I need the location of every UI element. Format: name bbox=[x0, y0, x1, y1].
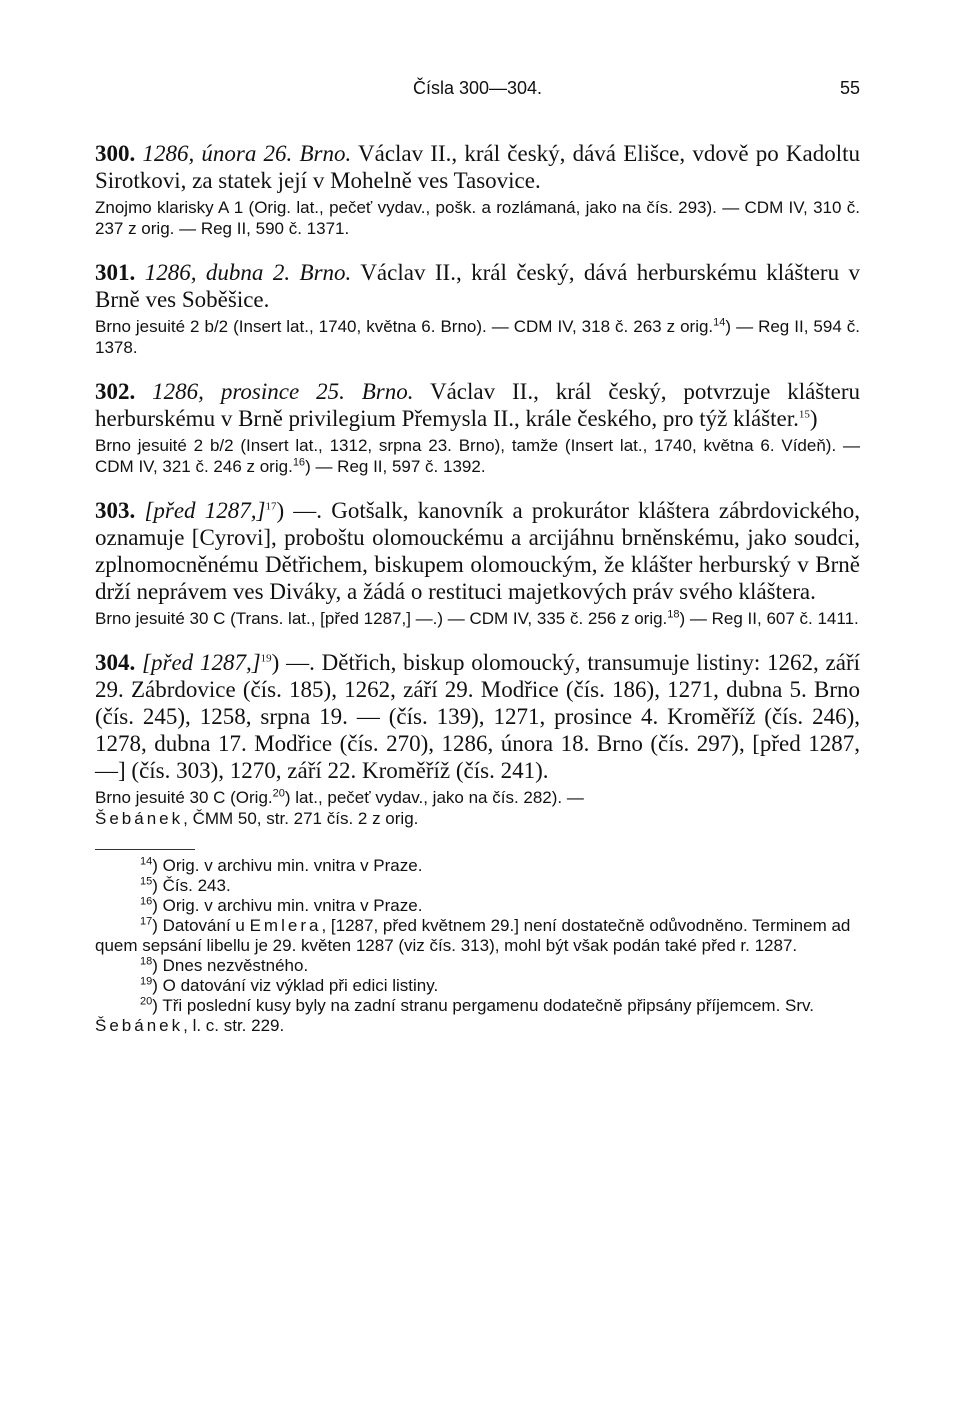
running-header bbox=[95, 78, 860, 108]
footnote-ref: 18 bbox=[667, 608, 680, 621]
entry-summary: Václav II., král český, potvrzuje klášteru herburskému v Brně privilegium Přemysla II., krále českého, pro týž klášter. bbox=[95, 379, 860, 431]
footnote-text: ) Orig. v archivu min. vnitra v Praze. bbox=[152, 856, 423, 875]
entry-summary: ) bbox=[809, 406, 818, 431]
regest-entry-301 bbox=[95, 259, 860, 358]
footnote-18 bbox=[95, 956, 860, 976]
entry-date-place: 1286, dubna 2. Brno. bbox=[144, 260, 352, 285]
entry-date-place: [před 1287,] bbox=[144, 498, 266, 523]
entry-source-text: Brno jesuité 2 b/2 (Insert lat., 1312, srpna 23. Brno), tamže (Insert lat., 1740, května 6. Vídeň). — CDM IV, 321 č. 246 z orig. bbox=[95, 436, 860, 476]
document-page bbox=[95, 78, 860, 1036]
footnote-ref: 16 bbox=[292, 456, 306, 469]
entry-source-text: Brno jesuité 30 C (Trans. lat., [před 1287,] —.) — CDM IV, 335 č. 256 z orig. bbox=[95, 609, 668, 628]
entry-summary: ) —. Dětřich, biskup olomoucký, transumuje listiny: 1262, září 29. Zábrdovice (čís. 185), 1262, září 29. Modřice (čís. 186), 1271, dubna 5. Brno (čís. 245), 1258, srpna 19. — (čís. 139), 1271, prosince 4. Kroměříž (čís. 246), 1278, dubna 17. Modřice (čís. 270), 1286, února 18. Brno (čís. 297), [před 1287, —] (čís. 303), 1270, září 22. Kroměříž (čís. 241). bbox=[95, 650, 861, 783]
footnote-mark: 18 bbox=[140, 955, 153, 968]
footnote-mark: 14 bbox=[140, 855, 153, 868]
entry-number: 302. bbox=[95, 379, 136, 404]
regest-entry-302 bbox=[95, 378, 860, 477]
entry-source-text: ) — Reg II, 594 č. 1378. bbox=[95, 317, 860, 357]
author-name: Šebánek bbox=[95, 809, 184, 828]
footnote-mark: 19 bbox=[140, 975, 153, 988]
entry-date-place: 1286, prosince 25. Brno. bbox=[152, 379, 414, 404]
entry-head bbox=[95, 497, 860, 605]
entry-number: 304. bbox=[95, 650, 136, 675]
entry-head bbox=[95, 140, 860, 194]
entry-date-place: [před 1287,] bbox=[142, 650, 261, 675]
entry-source bbox=[95, 608, 860, 629]
entry-source-text: ) — Reg II, 597 č. 1392. bbox=[305, 457, 486, 476]
footnote-ref: 14 bbox=[713, 316, 726, 329]
footnote-mark: 17 bbox=[140, 915, 153, 928]
entry-summary: Václav II., král český, dává Elišce, vdově po Kadoltu Sirotkovi, za statek její v Mohelně ves Tasovice. bbox=[95, 141, 861, 193]
entry-number: 301. bbox=[95, 260, 136, 285]
footnote-15 bbox=[95, 876, 860, 896]
regest-entries bbox=[95, 140, 860, 829]
footnote-text: ) O datování viz výklad při edici listiny. bbox=[152, 976, 439, 995]
entry-source bbox=[95, 435, 860, 477]
footnote-19 bbox=[95, 976, 860, 996]
footnotes bbox=[95, 856, 860, 1036]
footnote-text: ) Datování u bbox=[152, 916, 245, 935]
entry-summary: ) —. Gotšalk, kanovník a prokurátor kláštera zábrdovického, oznamuje [Cyrovi], proboštu olomouckému a arcijáhnu brněnskému, jako soudci, zplnomocněnému Dětřichem, biskupem olomouckým, že klášter herburský v Brně drží neprávem ves Diváky, a žádá o restituci majetkových práv svého kláštera. bbox=[95, 498, 860, 604]
entry-head bbox=[95, 259, 860, 313]
entry-source bbox=[95, 787, 860, 829]
regest-entry-303 bbox=[95, 497, 860, 629]
entry-head bbox=[95, 649, 860, 784]
footnote-ref: 19 bbox=[260, 652, 272, 665]
entry-number: 300. bbox=[95, 141, 136, 166]
footnote-mark: 15 bbox=[140, 875, 153, 888]
page-number: 55 bbox=[839, 78, 860, 98]
entry-source-text: ) lat., pečeť vydav., jako na čís. 282). — bbox=[284, 788, 584, 807]
entry-source bbox=[95, 316, 860, 358]
entry-source bbox=[95, 197, 860, 239]
entry-summary: Václav II., král český, dává herburskému klášteru v Brně ves Soběšice. bbox=[95, 260, 861, 312]
footnote-text: ) Tři poslední kusy byly na zadní stranu pergamenu dodatečně připsány příjemcem. Srv. bbox=[152, 996, 815, 1015]
entry-date-place: 1286, února 26. Brno. bbox=[142, 141, 352, 166]
footnote-text: ) Dnes nezvěstného. bbox=[152, 956, 309, 975]
footnote-20 bbox=[95, 996, 860, 1036]
author-name: Šebánek bbox=[95, 1016, 184, 1035]
footnote-ref: 17 bbox=[265, 500, 277, 513]
entry-source-text: Brno jesuité 30 C (Orig. bbox=[95, 788, 273, 807]
footnote-17 bbox=[95, 916, 860, 956]
footnote-ref: 20 bbox=[272, 787, 285, 800]
footnote-text: , [1287, před květnem 29.] není dostatečně odůvodněno. Terminem ad quem sepsání libellu je 29. květen 1287 (viz čís. 313), mohl být však podán také před r. 1287. bbox=[95, 916, 851, 955]
entry-source-text: , ČMM 50, str. 271 čís. 2 z orig. bbox=[183, 809, 419, 828]
footnote-separator bbox=[95, 849, 195, 850]
footnote-14 bbox=[95, 856, 860, 876]
footnote-text: ) Čís. 243. bbox=[152, 876, 231, 895]
author-name: Emlera bbox=[249, 916, 322, 935]
entry-source-text: Brno jesuité 2 b/2 (Insert lat., 1740, května 6. Brno). — CDM IV, 318 č. 263 z orig. bbox=[95, 317, 714, 336]
footnote-ref: 15 bbox=[798, 408, 810, 421]
footnote-mark: 20 bbox=[140, 995, 153, 1008]
regest-entry-300 bbox=[95, 140, 860, 239]
header-title: Čísla 300—304. bbox=[412, 78, 543, 98]
entry-head bbox=[95, 378, 860, 432]
footnote-mark: 16 bbox=[140, 895, 153, 908]
entry-number: 303. bbox=[95, 498, 136, 523]
footnote-text: ) Orig. v archivu min. vnitra v Praze. bbox=[152, 896, 423, 915]
regest-entry-304 bbox=[95, 649, 860, 829]
entry-source-text: Znojmo klarisky A 1 (Orig. lat., pečeť vydav., pošk. a rozlámaná, jako na čís. 293). — CDM IV, 310 č. 237 z orig. — Reg II, 590 č. 1371. bbox=[95, 198, 860, 238]
footnote-text: , l. c. str. 229. bbox=[183, 1016, 285, 1035]
footnote-16 bbox=[95, 896, 860, 916]
entry-source-text: ) — Reg II, 607 č. 1411. bbox=[679, 609, 859, 628]
